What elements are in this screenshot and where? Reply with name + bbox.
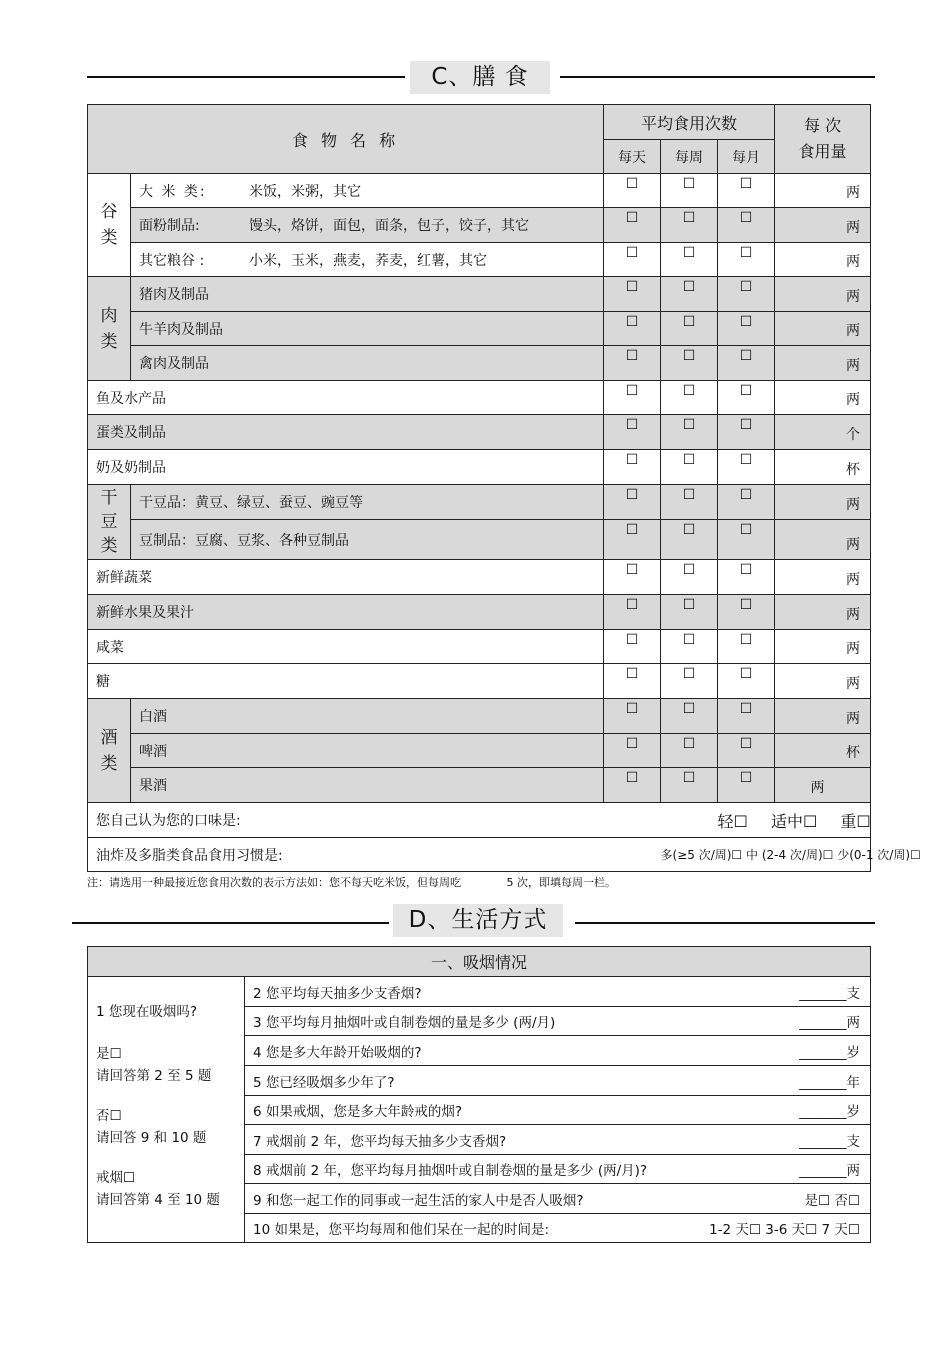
taste-medium-option[interactable]: 适中☐ <box>770 811 818 831</box>
amount-unit[interactable]: 杯 <box>775 450 871 485</box>
checkbox-week[interactable]: ☐ <box>661 243 718 277</box>
divider-left <box>87 76 405 78</box>
grain-category <box>88 174 131 277</box>
smoking-question <box>245 1036 871 1066</box>
food-examples: 米饭，米粥，其它 <box>249 183 361 200</box>
checkbox-day[interactable]: ☐ <box>604 450 661 485</box>
smoking-table <box>87 946 871 1243</box>
taste-options <box>718 803 871 838</box>
amount-unit[interactable]: 两 <box>775 560 871 595</box>
smoking-no-option[interactable]: 否☐ <box>96 1108 122 1124</box>
amount-unit[interactable]: 两 <box>775 768 871 803</box>
answer-field[interactable]: _______年 <box>799 1074 861 1091</box>
amount-unit[interactable]: 两 <box>775 277 871 312</box>
avg-frequency-header: 平均食用次数 <box>604 105 775 140</box>
checkbox-month[interactable]: ☐ <box>718 768 775 803</box>
checkbox-day[interactable]: ☐ <box>604 243 661 277</box>
smoking-question <box>245 1096 871 1125</box>
question-text: 5 您已经吸烟多少年了? <box>253 1074 395 1091</box>
amount-unit[interactable]: 两 <box>775 595 871 630</box>
checkbox-week[interactable]: ☐ <box>661 208 718 243</box>
divider-right <box>575 922 875 924</box>
answer-field[interactable]: _______支 <box>799 985 861 1002</box>
checkbox-day[interactable]: ☐ <box>604 734 661 768</box>
smoking-question <box>245 1007 871 1036</box>
checkbox-week[interactable]: ☐ <box>661 450 718 485</box>
checkbox-month[interactable]: ☐ <box>718 595 775 630</box>
answer-field[interactable]: _______岁 <box>799 1104 861 1120</box>
smoking-question <box>245 1155 871 1184</box>
checkbox-month[interactable]: ☐ <box>718 346 775 381</box>
food-name: 新鲜蔬菜 <box>88 560 604 595</box>
checkbox-day[interactable]: ☐ <box>604 174 661 208</box>
checkbox-day[interactable]: ☐ <box>604 699 661 734</box>
taste-light-option[interactable]: 轻☐ <box>717 811 748 831</box>
food-name: 果酒 <box>131 768 604 803</box>
checkbox-month[interactable]: ☐ <box>718 312 775 346</box>
per-amount-line2: 食用量 <box>798 142 847 161</box>
smoking-question <box>245 1184 871 1214</box>
food-name: 奶及奶制品 <box>88 450 604 485</box>
category-char: 类 <box>100 331 118 352</box>
food-name: 蛋类及制品 <box>88 415 604 450</box>
amount-unit[interactable]: 两 <box>775 664 871 699</box>
week-header: 每周 <box>661 140 718 174</box>
amount-unit[interactable]: 杯 <box>775 734 871 768</box>
checkbox-day[interactable]: ☐ <box>604 630 661 664</box>
amount-unit[interactable]: 两 <box>775 174 871 208</box>
smoking-status-cell <box>88 977 245 1243</box>
amount-unit[interactable]: 两 <box>775 520 871 560</box>
checkbox-day[interactable]: ☐ <box>604 346 661 381</box>
checkbox-month[interactable]: ☐ <box>718 243 775 277</box>
checkbox-week[interactable]: ☐ <box>661 312 718 346</box>
category-char: 类 <box>100 753 118 774</box>
checkbox-day[interactable]: ☐ <box>604 277 661 312</box>
answer-field[interactable]: _______岁 <box>799 1044 861 1061</box>
food-name-label: 大 米 类: <box>139 183 207 200</box>
day-header: 每天 <box>604 140 661 174</box>
alcohol-category <box>88 699 131 803</box>
meat-category <box>88 277 131 381</box>
amount-unit[interactable]: 两 <box>775 208 871 243</box>
question-text: 3 您平均每月抽烟叶或自制卷烟的量是多少 (两/月) <box>253 1015 556 1031</box>
food-name <box>131 243 604 277</box>
amount-unit[interactable]: 两 <box>775 381 871 415</box>
smoking-yes-note: 请回答第 2 至 5 题 <box>96 1068 212 1084</box>
answer-field[interactable]: _______两 <box>799 1015 861 1031</box>
smoking-q1: 1 您现在吸烟吗? <box>96 1004 198 1020</box>
checkbox-week[interactable]: ☐ <box>661 699 718 734</box>
question-text: 10 如果是，您平均每周和他们呆在一起的时间是: <box>253 1222 550 1238</box>
amount-unit[interactable]: 两 <box>775 243 871 277</box>
question-text: 6 如果戒烟，您是多大年龄戒的烟? <box>253 1104 463 1120</box>
checkbox-month[interactable]: ☐ <box>718 699 775 734</box>
food-examples: 小米，玉米，燕麦，荞麦，红薯，其它 <box>249 252 487 269</box>
category-char: 类 <box>100 536 118 556</box>
fried-options[interactable]: 多(≥5 次/周)☐ 中 (2-4 次/周)☐ 少(0-1 次/周)☐ <box>661 838 871 872</box>
checkbox-month[interactable]: ☐ <box>718 381 775 415</box>
checkbox-week[interactable]: ☐ <box>661 520 718 560</box>
category-char: 干 <box>100 488 118 508</box>
checkbox-week[interactable]: ☐ <box>661 734 718 768</box>
checkbox-week[interactable]: ☐ <box>661 381 718 415</box>
checkbox-week[interactable]: ☐ <box>661 630 718 664</box>
checkbox-month[interactable]: ☐ <box>718 485 775 520</box>
smoking-title: 一、吸烟情况 <box>88 947 871 977</box>
checkbox-week[interactable]: ☐ <box>661 768 718 803</box>
checkbox-month[interactable]: ☐ <box>718 734 775 768</box>
checkbox-day[interactable]: ☐ <box>604 768 661 803</box>
divider-left <box>72 922 389 924</box>
food-name: 豆制品：豆腐、豆浆、各种豆制品 <box>131 520 604 560</box>
smoking-question <box>245 1066 871 1096</box>
food-name <box>131 208 604 243</box>
smoking-quit-note: 请回答第 4 至 10 题 <box>96 1192 220 1208</box>
checkbox-day[interactable]: ☐ <box>604 560 661 595</box>
checkbox-day[interactable]: ☐ <box>604 595 661 630</box>
food-name: 啤酒 <box>131 734 604 768</box>
question-text: 7 戒烟前 2 年，您平均每天抽多少支香烟? <box>253 1133 507 1150</box>
checkbox-month[interactable]: ☐ <box>718 520 775 560</box>
smoking-question <box>245 977 871 1007</box>
checkbox-month[interactable]: ☐ <box>718 174 775 208</box>
question-text: 4 您是多大年龄开始吸烟的? <box>253 1044 422 1061</box>
smoking-quit-option[interactable]: 戒烟☐ <box>96 1170 136 1186</box>
checkbox-month[interactable]: ☐ <box>718 415 775 450</box>
checkbox-week[interactable]: ☐ <box>661 595 718 630</box>
month-header: 每月 <box>718 140 775 174</box>
checkbox-week[interactable]: ☐ <box>661 560 718 595</box>
checkbox-week[interactable]: ☐ <box>661 174 718 208</box>
question-text: 8 戒烟前 2 年，您平均每月抽烟叶或自制卷烟的量是多少 (两/月)? <box>253 1163 648 1179</box>
smoking-question <box>245 1125 871 1155</box>
food-examples: 馒头，烙饼，面包，面条，包子，饺子，其它 <box>249 218 529 234</box>
food-name: 禽肉及制品 <box>131 346 604 381</box>
answer-field[interactable]: _______两 <box>799 1163 861 1179</box>
amount-unit[interactable]: 两 <box>775 699 871 734</box>
checkbox-day[interactable]: ☐ <box>604 520 661 560</box>
checkbox-day[interactable]: ☐ <box>604 381 661 415</box>
checkbox-day[interactable]: ☐ <box>604 208 661 243</box>
checkbox-month[interactable]: ☐ <box>718 450 775 485</box>
smoking-no-note: 请回答 9 和 10 题 <box>96 1130 207 1146</box>
checkbox-day[interactable]: ☐ <box>604 485 661 520</box>
per-amount-line1: 每 次 <box>804 116 842 135</box>
checkbox-week[interactable]: ☐ <box>661 346 718 381</box>
checkbox-month[interactable]: ☐ <box>718 208 775 243</box>
amount-unit[interactable]: 两 <box>775 630 871 664</box>
food-name: 白酒 <box>131 699 604 734</box>
amount-unit[interactable]: 两 <box>775 485 871 520</box>
food-name-header: 食 物 名 称 <box>88 105 604 174</box>
food-name: 牛羊肉及制品 <box>131 312 604 346</box>
diet-note: 注：请选用一种最接近您食用次数的表示方法如：您不每天吃米饭，但每周吃 5 次，即填每周一栏。 <box>87 876 616 889</box>
checkbox-day[interactable]: ☐ <box>604 415 661 450</box>
checkbox-month[interactable]: ☐ <box>718 560 775 595</box>
food-name: 糖 <box>88 664 604 699</box>
category-char: 类 <box>100 228 118 248</box>
section-d-title: D、生活方式 <box>393 904 563 937</box>
checkbox-month[interactable]: ☐ <box>718 630 775 664</box>
food-name: 咸菜 <box>88 630 604 664</box>
fried-question: 油炸及多脂类食品食用习惯是: <box>88 838 661 872</box>
checkbox-week[interactable]: ☐ <box>661 415 718 450</box>
food-name: 新鲜水果及果汁 <box>88 595 604 630</box>
category-char: 谷 <box>100 202 118 222</box>
diet-table <box>87 104 921 872</box>
amount-unit[interactable]: 个 <box>775 415 871 450</box>
checkbox-week[interactable]: ☐ <box>661 277 718 312</box>
checkbox-week[interactable]: ☐ <box>661 664 718 699</box>
smoking-yes-option[interactable]: 是☐ <box>96 1046 122 1062</box>
checkbox-day[interactable]: ☐ <box>604 312 661 346</box>
checkbox-week[interactable]: ☐ <box>661 485 718 520</box>
section-c-title: C、膳 食 <box>410 61 550 94</box>
food-name: 猪肉及制品 <box>131 277 604 312</box>
checkbox-day[interactable]: ☐ <box>604 664 661 699</box>
divider-right <box>560 76 875 78</box>
smoking-question <box>245 1214 871 1243</box>
answer-field[interactable]: 1-2 天☐ 3-6 天☐ 7 天☐ <box>709 1222 861 1238</box>
question-text: 9 和您一起工作的同事或一起生活的家人中是否人吸烟? <box>253 1192 584 1209</box>
category-char: 豆 <box>100 512 118 532</box>
per-amount-header <box>775 105 871 174</box>
question-text: 2 您平均每天抽多少支香烟? <box>253 985 422 1002</box>
food-name: 干豆品：黄豆、绿豆、蚕豆、豌豆等 <box>131 485 604 520</box>
answer-field[interactable]: 是☐ 否☐ <box>804 1192 861 1209</box>
category-char: 酒 <box>100 727 118 748</box>
food-name: 鱼及水产品 <box>88 381 604 415</box>
food-name <box>131 174 604 208</box>
food-name-label: 其它粮谷 : <box>139 252 205 269</box>
taste-heavy-option[interactable]: 重☐ <box>840 811 871 831</box>
amount-unit[interactable]: 两 <box>775 312 871 346</box>
amount-unit[interactable]: 两 <box>775 346 871 381</box>
food-name-label: 面粉制品: <box>139 218 200 234</box>
taste-question: 您自己认为您的口味是: <box>88 803 718 838</box>
category-char: 肉 <box>100 305 118 326</box>
checkbox-month[interactable]: ☐ <box>718 277 775 312</box>
checkbox-month[interactable]: ☐ <box>718 664 775 699</box>
bean-category <box>88 485 131 560</box>
answer-field[interactable]: _______支 <box>799 1133 861 1150</box>
